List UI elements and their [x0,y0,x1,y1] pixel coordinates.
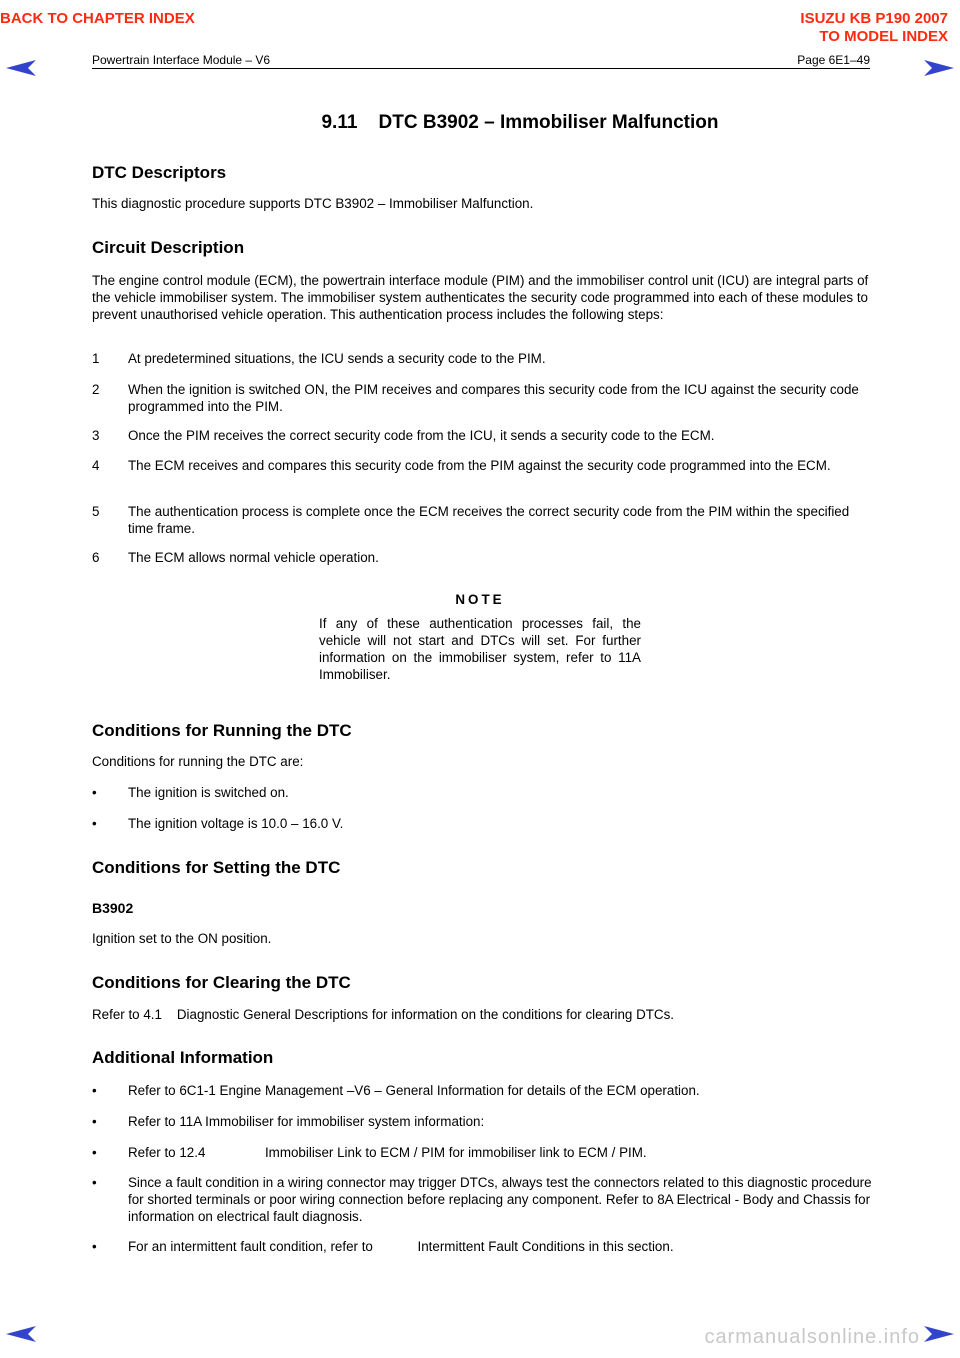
note-text: If any of these authentication processes fail, the vehicle will not start and DTCs will set. For further information on the immobiliser system, refer to 11A Immobiliser. [319,616,641,682]
list-item [92,1082,872,1099]
step-number: 5 [92,504,100,519]
list-item [92,1238,872,1255]
list-item-text: The ignition voltage is 10.0 – 16.0 V. [128,816,344,831]
header-page-number: Page 6E1–49 [797,53,870,67]
list-item-text: Since a fault condition in a wiring connector may trigger DTCs, always test the connectors related to this diagnostic procedure for shorted terminals or poor wiring connection before replacing any component. Refer to 8A Electrical - Body and Chassis for information on electrical fault diagnosis. [128,1175,872,1224]
list-item-text: For an intermittent fault condition, refer to Intermittent Fault Conditions in this section. [128,1239,674,1254]
step-text: At predetermined situations, the ICU sends a security code to the PIM. [128,351,546,366]
step-number: 4 [92,458,100,473]
step-text: The ECM allows normal vehicle operation. [128,550,379,565]
step-item [92,381,872,415]
bullet: • [92,1239,97,1254]
step-number: 2 [92,382,100,397]
step-number: 1 [92,351,100,366]
heading-dtc-descriptors: DTC Descriptors [92,163,227,182]
heading-circuit-description: Circuit Description [92,238,245,257]
bullet: • [92,1083,97,1098]
circuit-intro: The engine control module (ECM), the powertrain interface module (PIM) and the immobiliser control unit (ICU) are integral parts of the vehicle immobiliser system. The immobiliser system authenticates the security code programmed into each of these modules to prevent unauthorised vehicle operation. This authentication process includes the following steps: [92,273,869,322]
previous-page-arrow-bottom-icon[interactable] [6,1326,36,1342]
step-item [92,503,872,537]
list-item-text: Refer to 12.4 Immobiliser Link to ECM / PIM for immobiliser link to ECM / PIM. [128,1145,647,1160]
step-text: Once the PIM receives the correct security code from the ICU, it sends a security code to the ECM. [128,428,715,443]
dtc-code-subheading: B3902 [92,900,134,916]
watermark: carmanualsonline.info [704,1326,920,1348]
model-title-link[interactable]: ISUZU KB P190 2007 [800,10,948,27]
heading-additional-information: Additional Information [92,1048,274,1067]
bullet: • [92,816,97,831]
next-page-arrow-icon[interactable] [924,60,954,76]
previous-page-arrow-icon[interactable] [6,60,36,76]
bullet: • [92,1145,97,1160]
heading-conditions-setting: Conditions for Setting the DTC [92,858,341,877]
step-item [92,457,872,474]
clearing-text: Refer to 4.1 Diagnostic General Descriptions for information on the conditions for clearing DTCs. [92,1007,675,1022]
descriptors-text: This diagnostic procedure supports DTC B3902 – Immobiliser Malfunction. [92,196,534,211]
bullet: • [92,785,97,800]
list-item [92,1144,872,1161]
step-text: When the ignition is switched ON, the PIM receives and compares this security code from the ICU against the security code programmed into the PIM. [128,382,859,414]
list-item [92,1113,872,1130]
list-item [92,784,872,801]
heading-conditions-clearing: Conditions for Clearing the DTC [92,973,351,992]
back-to-chapter-index-link[interactable]: BACK TO CHAPTER INDEX [0,10,195,27]
next-page-arrow-bottom-icon[interactable] [924,1326,954,1342]
bullet: • [92,1175,97,1190]
step-number: 6 [92,550,100,565]
list-item [92,1174,872,1225]
model-nav [800,10,948,46]
note-heading: NOTE [455,592,505,607]
list-item [92,815,872,832]
running-intro: Conditions for running the DTC are: [92,754,304,769]
model-index-link[interactable]: TO MODEL INDEX [819,28,948,45]
list-item-text: Refer to 6C1-1 Engine Management –V6 – General Information for details of the ECM operation. [128,1083,700,1098]
header-left: Powertrain Interface Module – V6 [92,53,271,67]
step-number: 3 [92,428,100,443]
heading-conditions-running: Conditions for Running the DTC [92,721,352,740]
step-text: The authentication process is complete once the ECM receives the correct security code from the PIM within the specified time frame. [128,504,850,536]
step-text: The ECM receives and compares this security code from the PIM against the security code programmed into the ECM. [128,458,831,473]
step-item [92,427,872,444]
step-item [92,549,872,566]
page-title: 9.11 DTC B3902 – Immobiliser Malfunction [321,112,719,133]
step-item [92,350,872,367]
header-rule [92,68,870,69]
list-item-text: The ignition is switched on. [128,785,289,800]
setting-text: Ignition set to the ON position. [92,931,272,946]
bullet: • [92,1114,97,1129]
list-item-text: Refer to 11A Immobiliser for immobiliser system information: [128,1114,485,1129]
